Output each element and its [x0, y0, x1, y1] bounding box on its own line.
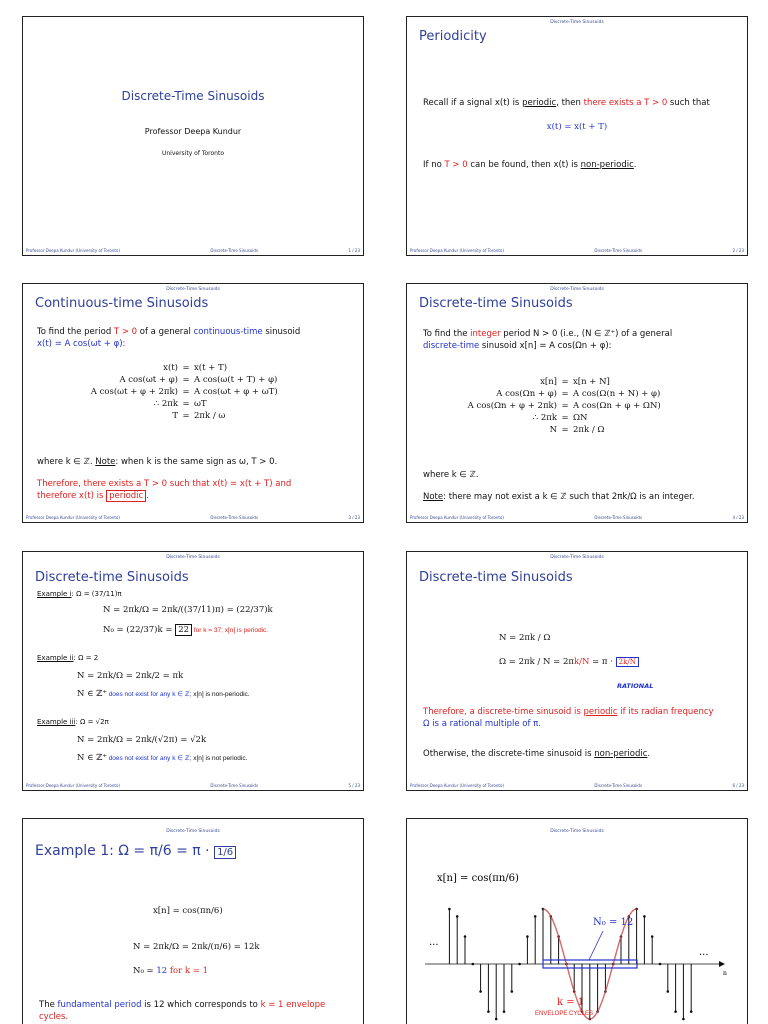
- slide-8: [406, 818, 748, 1024]
- stem-point: [518, 963, 521, 966]
- derivation-lhs: A cos(Ωn + φ + 2πk): [467, 401, 557, 411]
- derivation-row: [78, 374, 278, 386]
- period-pointer: [589, 931, 603, 960]
- example-i-eq1: N = 2πk/Ω = 2πk/((37/11)π) = (22/37)k: [103, 605, 273, 615]
- stem-point: [659, 963, 662, 966]
- derivation-mid: =: [182, 399, 190, 409]
- example-ii-eq2: N ∈ ℤ⁺ does not exist for any k ∈ ℤ; x[n] is non-periodic.: [77, 689, 250, 699]
- derivation-lhs: x(t): [163, 363, 178, 373]
- derivation: [457, 376, 661, 436]
- intro-text: To find the period T > 0 of a general continuous-time sinusoid x(t) = A cos(ωt + φ):: [37, 327, 301, 349]
- example-ii-eq1: N = 2πk/Ω = 2πk/2 = πk: [77, 671, 184, 681]
- frequency-equation: Ω = 2πk / N = 2πk/N = π · 2k/N: [499, 656, 639, 668]
- stem-point: [479, 990, 482, 993]
- stem-point: [448, 908, 451, 911]
- derivation-lhs: A cos(Ωn + φ): [496, 389, 557, 399]
- derivation-row: [78, 362, 278, 374]
- footer: Professor Deepa Kundur (University of Toronto) Discrete-Time Sinusoids 4 / 23: [410, 515, 744, 520]
- derivation-mid: =: [182, 375, 190, 385]
- derivation-row: [457, 412, 661, 424]
- footer: Professor Deepa Kundur (University of Toronto) Discrete-Time Sinusoids 5 / 23: [26, 783, 360, 788]
- stem-point: [464, 935, 467, 938]
- derivation-rhs: 2πk / ω: [194, 411, 226, 421]
- signal-equation: x[n] = cos(πn/6): [437, 873, 519, 884]
- stem-point: [503, 1010, 506, 1013]
- example-ii-heading: Example ii: Ω = 2: [37, 654, 99, 662]
- example-iii-heading: Example iii: Ω = √2π: [37, 718, 109, 726]
- fundamental-period-equation: N₀ = 12 for k = 1: [133, 966, 209, 976]
- left-ellipsis: ...: [429, 937, 439, 948]
- slide-7: [22, 818, 364, 1024]
- running-header: Discrete-Time Sinusoids: [166, 829, 220, 834]
- otherwise-text: Otherwise, the discrete-time sinusoid is non-periodic.: [423, 749, 651, 759]
- slide-title: Example 1: Ω = π/6 = π · 1/6: [35, 843, 236, 859]
- derivation-rhs: ωT: [194, 399, 207, 409]
- derivation-row: [457, 388, 661, 400]
- slide-2: [406, 16, 748, 256]
- derivation-row: [78, 410, 278, 422]
- where-text: where k ∈ ℤ.: [423, 470, 479, 480]
- where-text: where k ∈ ℤ. Note: when k is the same sign as ω, T > 0.: [37, 457, 278, 467]
- derivation-rhs: 2πk / Ω: [573, 425, 605, 435]
- periodic-equation: x(t) = x(t + T): [546, 122, 608, 132]
- slide-4: [406, 283, 748, 523]
- note-text: Note: there may not exist a k ∈ ℤ such that 2πk/Ω is an integer.: [423, 492, 695, 502]
- derivation-lhs: T: [172, 411, 178, 421]
- derivation-mid: =: [561, 413, 569, 423]
- slide-1: [22, 16, 364, 256]
- axis-arrow: [719, 961, 725, 967]
- conclusion: Therefore, a discrete-time sinusoid is periodic if its radian frequency Ω is a rational multiple of π.: [423, 707, 714, 729]
- derivation-row: [78, 398, 278, 410]
- example-iii-eq2: N ∈ ℤ⁺ does not exist for any k ∈ ℤ; x[n] is not periodic.: [77, 753, 248, 763]
- conclusion: The fundamental period is 12 which corresponds to k = 1 envelope cycles.: [39, 1000, 326, 1022]
- running-header: Discrete-Time Sinusoids: [166, 555, 220, 560]
- derivation-mid: =: [561, 377, 569, 387]
- running-header: Discrete-Time Sinusoids: [550, 829, 604, 834]
- slide-5: [22, 551, 364, 791]
- example-i-heading: Example i: Ω = (37/11)π: [37, 590, 122, 598]
- stem-plot: [407, 819, 747, 1024]
- k-label: k = 1: [557, 997, 585, 1008]
- running-header: Discrete-Time Sinusoids: [550, 287, 604, 292]
- period-equation: N = 2πk / Ω: [499, 633, 551, 643]
- stem-point: [643, 915, 646, 918]
- stem-point: [456, 915, 459, 918]
- derivation-mid: =: [182, 411, 190, 421]
- derivation-rhs: A cos(ωt + φ + ωT): [194, 387, 278, 397]
- slide-title: Discrete-time Sinusoids: [419, 570, 573, 585]
- derivation-rhs: ΩN: [573, 413, 588, 423]
- envelope-label: ENVELOPE CYCLES: [535, 1011, 594, 1017]
- stem-point: [487, 1010, 490, 1013]
- derivation-mid: =: [182, 387, 190, 397]
- stem-point: [534, 915, 537, 918]
- derivation-rhs: A cos(ω(t + T) + φ): [194, 375, 278, 385]
- derivation-lhs: N: [549, 425, 557, 435]
- example-i-eq2: N₀ = (22/37)k = 22 for k = 37; x[n] is periodic.: [103, 625, 269, 635]
- footer: Professor Deepa Kundur (University of Toronto) Discrete-Time Sinusoids 2 / 23: [410, 248, 744, 253]
- period-equation: N = 2πk/Ω = 2πk/(π/6) = 12k: [133, 942, 260, 952]
- footer: Professor Deepa Kundur (University of Toronto) Discrete-Time Sinusoids 6 / 23: [410, 783, 744, 788]
- running-header: Discrete-Time Sinusoids: [550, 20, 604, 25]
- derivation-rhs: A cos(Ωn + φ + ΩN): [573, 401, 661, 411]
- right-ellipsis: ...: [699, 947, 709, 958]
- author: Professor Deepa Kundur: [144, 127, 242, 136]
- derivation-mid: =: [561, 401, 569, 411]
- signal-equation: x[n] = cos(πn/6): [153, 906, 223, 916]
- stem-point: [651, 935, 654, 938]
- rational-label: RATIONAL: [617, 682, 654, 690]
- derivation-lhs: A cos(ωt + φ + 2πk): [90, 387, 178, 397]
- stem-point: [667, 990, 670, 993]
- slide-6: [406, 551, 748, 791]
- derivation-row: [457, 376, 661, 388]
- derivation: [78, 362, 278, 422]
- stem-point: [511, 990, 514, 993]
- slide-title: Discrete-time Sinusoids: [35, 570, 189, 585]
- slide-3: [22, 283, 364, 523]
- footer: Professor Deepa Kundur (University of Toronto) Discrete-Time Sinusoids 3 / 23: [26, 515, 360, 520]
- affiliation: University of Toronto: [161, 150, 224, 157]
- example-iii-eq1: N = 2πk/Ω = 2πk/(√2π) = √2k: [77, 735, 207, 745]
- derivation-lhs: ∴ 2πk: [532, 413, 557, 423]
- conclusion: Therefore, there exists a T > 0 such that x(t) = x(t + T) and therefore x(t) is periodic .: [37, 479, 292, 501]
- derivation-rhs: x(t + T): [194, 363, 228, 373]
- stem-point: [682, 1018, 685, 1021]
- derivation-row: [78, 386, 278, 398]
- derivation-lhs: ∴ 2πk: [153, 399, 178, 409]
- derivation-row: [457, 424, 661, 436]
- derivation-mid: =: [182, 363, 190, 373]
- slide-title: Discrete-time Sinusoids: [419, 296, 573, 311]
- footer: Professor Deepa Kundur (University of Toronto) Discrete-Time Sinusoids 1 / 23: [26, 248, 360, 253]
- running-header: Discrete-Time Sinusoids: [550, 555, 604, 560]
- stem-point: [690, 1010, 693, 1013]
- derivation-rhs: A cos(Ω(n + N) + φ): [573, 389, 661, 399]
- axis-label: n: [723, 970, 727, 977]
- intro-text: To find the integer period N > 0 (i.e., (N ∈ ℤ⁺) of a general discrete-time sinusoid x[n] = A cos(Ωn + φ):: [423, 329, 673, 351]
- derivation-mid: =: [561, 389, 569, 399]
- n0-label: N₀ = 12: [593, 917, 634, 928]
- stem-point: [526, 935, 529, 938]
- running-header: Discrete-Time Sinusoids: [166, 287, 220, 292]
- derivation-mid: =: [561, 425, 569, 435]
- derivation-lhs: x[n]: [540, 377, 557, 387]
- periodic-definition: Recall if a signal x(t) is periodic, then there exists a T > 0 such that: [423, 98, 710, 108]
- stem-point: [495, 1018, 498, 1021]
- slide-title: Continuous-time Sinusoids: [35, 296, 209, 311]
- derivation-rhs: x[n + N]: [573, 377, 610, 387]
- non-periodic-definition: If no T > 0 can be found, then x(t) is non-periodic.: [423, 160, 637, 170]
- slide-title: Discrete-Time Sinusoids: [121, 89, 265, 103]
- slide-title: Periodicity: [419, 29, 487, 44]
- stem-point: [674, 1010, 677, 1013]
- derivation-row: [457, 400, 661, 412]
- derivation-lhs: A cos(ωt + φ): [119, 375, 178, 385]
- stem-point: [472, 963, 475, 966]
